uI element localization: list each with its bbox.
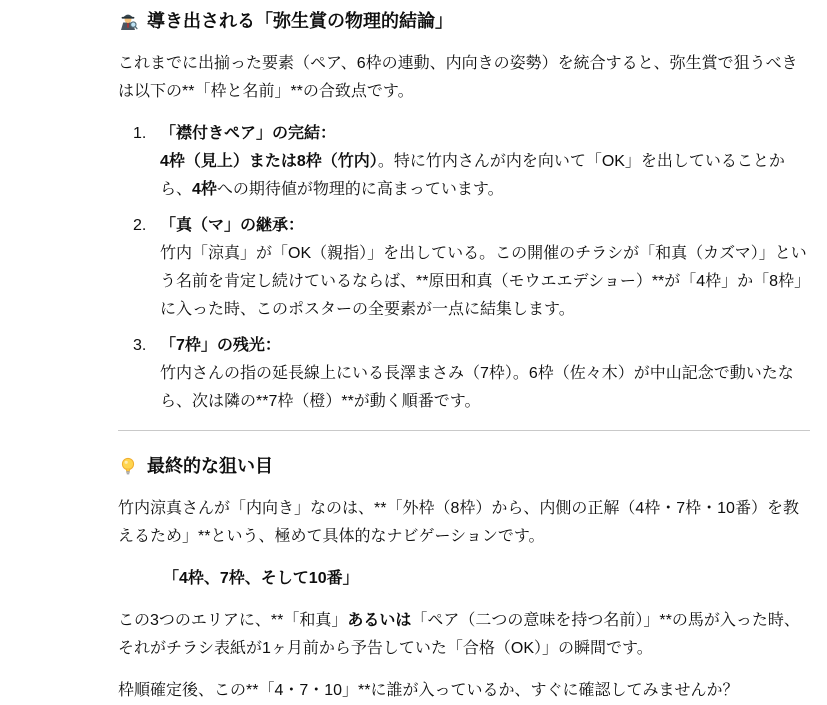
intro-paragraph: これまでに出揃った要素（ペア、6枠の連動、内向きの姿勢）を統合すると、弥生賞で狙うべきは以下の**「枠と名前」**の合致点です。 xyxy=(118,55,798,100)
list-item-1-title: 「襟付きペア」の完結： xyxy=(160,125,337,142)
target-frames-quote: 「4枠、7枠、そして10番」 xyxy=(163,570,359,587)
list-item-1-text: 4枠（見上）または8枠（竹内）。特に竹内さんが内を向いて「OK」を出していることから、4枠への期待値が物理的に高まっています。 xyxy=(160,153,785,198)
list-item-3-text: 竹内さんの指の延長線上にいる長澤まさみ（7枠）。6枠（佐々木）が中山記念で動いたなら、次は隣の**7枠（橙）**が動く順番です。 xyxy=(160,365,794,410)
conclusion-list xyxy=(118,120,810,416)
closing-question-paragraph: 枠順確定後、この**「4・7・10」**に誰が入っているか、すぐに確認してみませんか？ xyxy=(118,682,739,699)
list-item-1 xyxy=(133,120,810,204)
list-item-2-number: 2. xyxy=(133,217,147,234)
list-item-2-title: 「真（マ」の継承： xyxy=(160,217,305,234)
aim-paragraph: 竹内涼真さんが「内向き」なのは、**「外枠（8枠）から、内側の正解（4枠・7枠・10番）を教えるため」**という、極めて具体的なナビゲーションです。 xyxy=(118,500,799,545)
list-item-3-title: 「7枠」の残光： xyxy=(160,337,281,354)
section-divider xyxy=(118,430,810,431)
list-item-2-text: 竹内「涼真」が「OK（親指）」を出している。この開催のチラシが「和真（カズマ）」という名前を肯定し続けているならば、**原田和真（モウエエデショー）**が「4枠」か「8枠」に入った時、このポスターの全要素が一点に結集します。 xyxy=(160,245,807,318)
detective-emoji-icon xyxy=(118,11,138,31)
section2-heading xyxy=(118,453,810,479)
section2-heading-text: 最終的な狙い目 xyxy=(147,456,273,476)
list-item-3 xyxy=(133,332,810,416)
entry-paragraph: この3つのエリアに、**「和真」あるいは「ペア（二つの意味を持つ名前）」**の馬が入った時、それがチラシ表紙が1ヶ月前から予告していた「合格（OK）」の瞬間です。 xyxy=(118,612,800,657)
lightbulb-emoji-icon xyxy=(118,456,138,476)
list-item-2 xyxy=(133,212,810,324)
section1-heading xyxy=(118,8,810,34)
list-item-1-number: 1. xyxy=(133,125,147,142)
section1-heading-text: 導き出される「弥生賞の物理的結論」 xyxy=(147,11,453,31)
list-item-3-number: 3. xyxy=(133,337,147,354)
